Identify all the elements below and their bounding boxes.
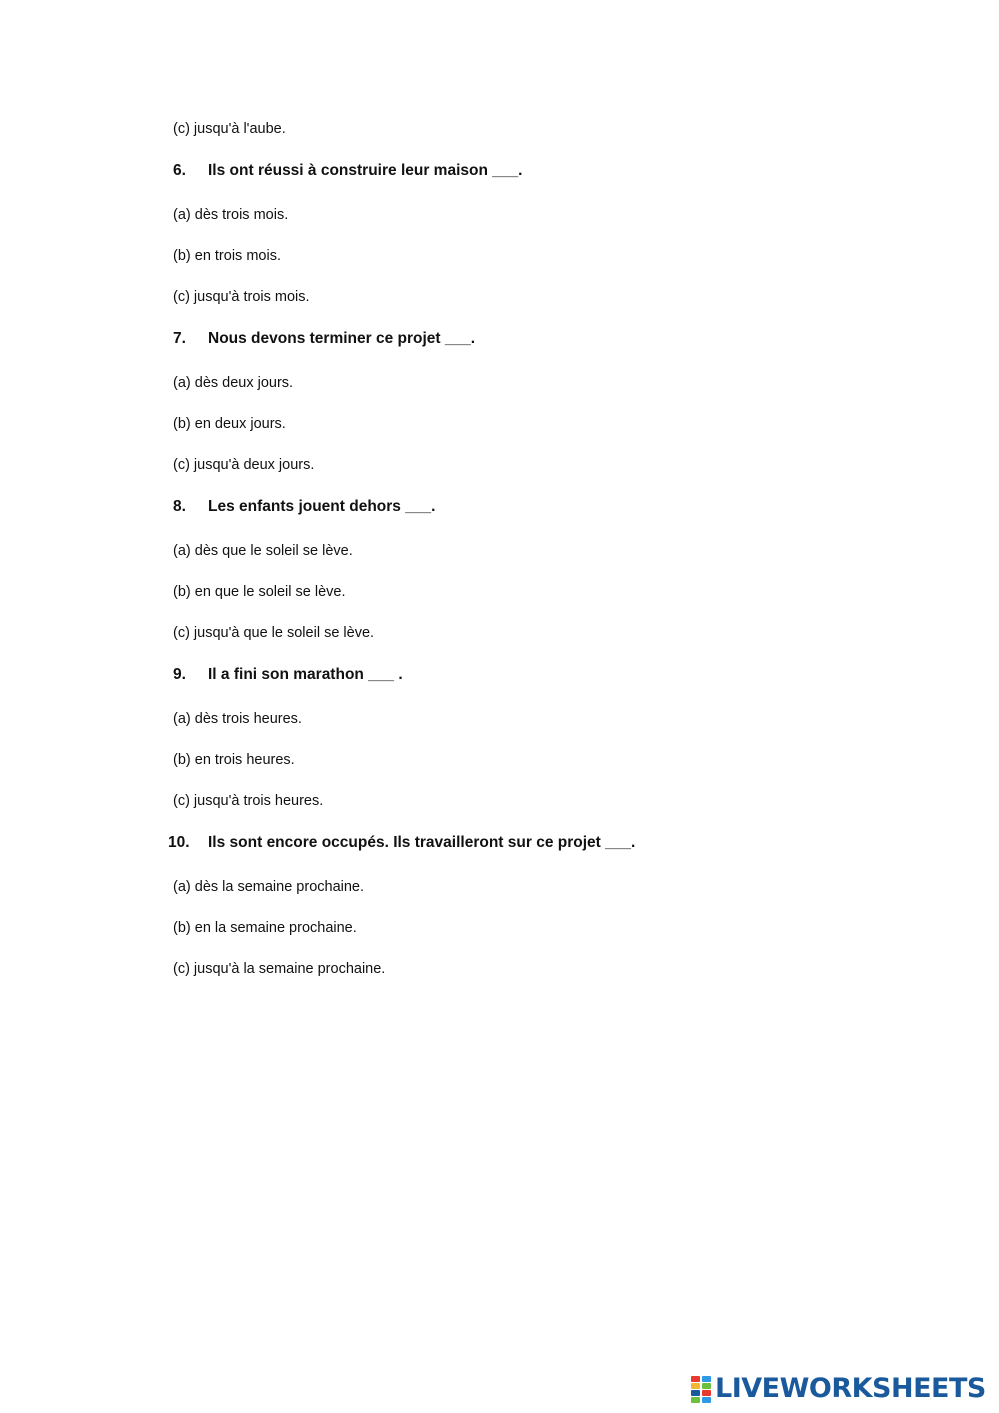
question-number: 6. [173, 162, 186, 179]
question-text: Les enfants jouent dehors ___. [208, 498, 436, 515]
question-text: Ils sont encore occupés. Ils travailleront sur ce projet ___. [208, 834, 636, 851]
question-number: 7. [173, 330, 186, 347]
option-9a[interactable]: (a) dès trois heures. [173, 711, 302, 727]
option-8c[interactable]: (c) jusqu'à que le soleil se lève. [173, 625, 375, 641]
option-6a[interactable]: (a) dès trois mois. [173, 207, 289, 223]
option-10a[interactable]: (a) dès la semaine prochaine. [173, 879, 365, 895]
logo-block [702, 1397, 711, 1403]
question-number: 9. [173, 666, 186, 683]
question-number: 10. [168, 834, 190, 851]
option-7a[interactable]: (a) dès deux jours. [173, 375, 294, 391]
logo-text: LIVEWORKSHEETS [715, 1373, 986, 1404]
question-text: Nous devons terminer ce projet ___. [208, 330, 476, 347]
option-7b[interactable]: (b) en deux jours. [173, 416, 286, 432]
option-8b[interactable]: (b) en que le soleil se lève. [173, 584, 346, 600]
logo-block [691, 1397, 700, 1403]
option-9c[interactable]: (c) jusqu'à trois heures. [173, 793, 324, 809]
question-text: Ils ont réussi à construire leur maison ___. [208, 162, 523, 179]
liveworksheets-logo[interactable] [691, 1374, 986, 1404]
option-9b[interactable]: (b) en trois heures. [173, 752, 295, 768]
logo-block [702, 1383, 711, 1389]
liveworksheets-logo-icon [691, 1376, 711, 1402]
option-7c[interactable]: (c) jusqu'à deux jours. [173, 457, 315, 473]
option-10b[interactable]: (b) en la semaine prochaine. [173, 920, 357, 936]
question-text: Il a fini son marathon ___ . [208, 666, 403, 683]
option-6c[interactable]: (c) jusqu'à trois mois. [173, 289, 310, 305]
option-top: (c) jusqu'à l'aube. [173, 121, 286, 137]
question-number: 8. [173, 498, 186, 515]
option-10c[interactable]: (c) jusqu'à la semaine prochaine. [173, 961, 386, 977]
option-8a[interactable]: (a) dès que le soleil se lève. [173, 543, 353, 559]
logo-block [691, 1383, 700, 1389]
logo-block [691, 1376, 700, 1382]
logo-block [702, 1390, 711, 1396]
logo-block [702, 1376, 711, 1382]
logo-block [691, 1390, 700, 1396]
option-6b[interactable]: (b) en trois mois. [173, 248, 281, 264]
